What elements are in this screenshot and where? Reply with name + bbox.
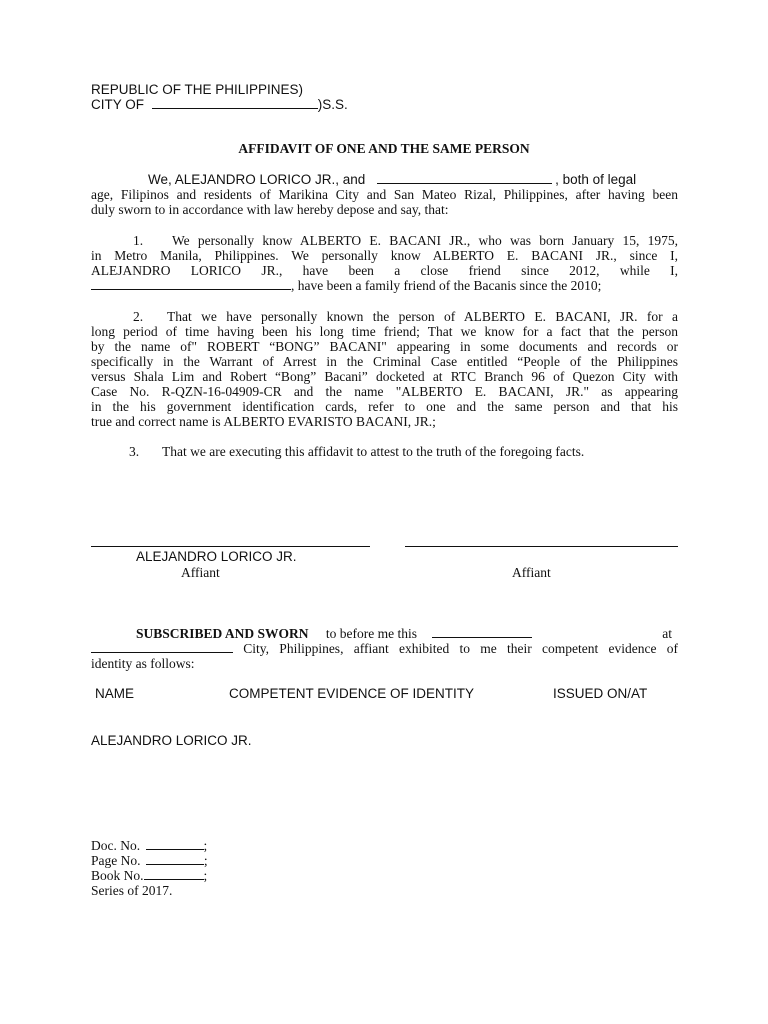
place-blank: [91, 641, 233, 653]
affiant-label-right: Affiant: [512, 565, 551, 580]
doc-no-label: Doc. No.: [91, 838, 141, 853]
col-header-issued: ISSUED ON/AT: [553, 686, 648, 701]
affiant-label-left: Affiant: [181, 565, 220, 580]
book-no-label: Book No.: [91, 868, 144, 883]
city-blank: [152, 97, 318, 109]
para2-line-1: That we have personally known the person of ALBERTO E. BACANI, JR. for a: [167, 309, 678, 324]
page-title: AFFIDAVIT OF ONE AND THE SAME PERSON: [238, 141, 530, 156]
intro-line-3: duly sworn to in accordance with law hereby depose and say, that:: [91, 202, 449, 217]
affiant2-name-blank: [91, 278, 291, 290]
para1-line-4: [91, 278, 601, 293]
jurat-bold: SUBSCRIBED AND SWORN: [136, 626, 309, 641]
para1-line-3: ALEJANDRO LORICO JR., have been a close friend since 2012, while I,: [91, 263, 678, 278]
page-no: Page No. ;: [91, 853, 208, 868]
venue-republic: REPUBLIC OF THE PHILIPPINES): [91, 82, 304, 97]
para2-line-6: Case No. R-QZN-16-04909-CR and the name "ALBERTO E. BACANI, JR." as appearing: [91, 384, 678, 399]
venue-ss: )S.S.: [317, 97, 348, 112]
intro-after-blank: , both of legal: [555, 172, 637, 187]
para1-line-2: in Metro Manila, Philippines. We personally know ALBERTO E. BACANI JR., since I,: [91, 248, 678, 263]
book-no-blank: [144, 868, 204, 880]
para1-line-1: We personally know ALBERTO E. BACANI JR., who was born January 15, 1975,: [172, 233, 678, 248]
col-header-evidence: COMPETENT EVIDENCE OF IDENTITY: [229, 686, 475, 701]
para2-line-5: versus Shala Lim and Robert “Bong” Bacani” docketed at RTC Branch 96 of Quezon City with: [91, 369, 678, 384]
venue-city: [91, 97, 348, 112]
doc-no: Doc. No. ;: [91, 838, 208, 853]
para2-line-4: specifically in the Warrant of Arrest in the Criminal Case entitled “People of the Philippines: [91, 354, 678, 369]
affiant-name-left: ALEJANDRO LORICO JR.: [136, 549, 297, 564]
para1-num: 1.: [133, 233, 144, 248]
para2-num: 2.: [133, 309, 144, 324]
page-no-label: Page No.: [91, 853, 141, 868]
doc-no-blank: [146, 838, 204, 850]
para3-num: 3.: [129, 444, 140, 459]
table-row-name: ALEJANDRO LORICO JR.: [91, 733, 252, 748]
intro-we: We, ALEJANDRO LORICO JR., and: [148, 172, 366, 187]
signature-line-right: [405, 546, 678, 547]
intro-line-2: age, Filipinos and residents of Marikina City and San Mateo Rizal, Philippines, after having been: [91, 187, 678, 202]
affiant2-blank: [377, 172, 552, 184]
jurat-at: at: [662, 626, 672, 641]
title-wrap: [0, 140, 768, 158]
jurat-line-2: [91, 641, 678, 656]
signature-line-left: [91, 546, 370, 547]
series: Series of 2017.: [91, 883, 173, 898]
col-header-name: NAME: [95, 686, 135, 701]
para2-line-2: long period of time having been his long time friend; That we know for a fact that the person: [91, 324, 678, 339]
para2-line-8: true and correct name is ALBERTO EVARISTO BACANI, JR.;: [91, 414, 436, 429]
page-no-blank: [146, 853, 204, 865]
para2-line-7: in the his government identification cards, refer to one and the same person and that his: [91, 399, 678, 414]
para3-text: That we are executing this affidavit to attest to the truth of the foregoing facts.: [162, 444, 585, 459]
jurat-to-before: to before me this: [325, 626, 418, 641]
para1-line-4-text: , have been a family friend of the Bacanis since the 2010;: [291, 278, 602, 293]
intro-line-1: [148, 172, 636, 187]
para2-line-3: by the name of" ROBERT “BONG” BACANI" appearing in some documents and records or: [91, 339, 678, 354]
book-no: Book No. ;: [91, 868, 208, 883]
date-blank: [432, 626, 532, 638]
jurat-line-1: [136, 626, 678, 641]
jurat-line-3: identity as follows:: [91, 656, 195, 671]
jurat-line-2-text: City, Philippines, affiant exhibited to me their competent evidence of: [243, 641, 679, 656]
venue-city-label: CITY OF: [91, 97, 145, 112]
